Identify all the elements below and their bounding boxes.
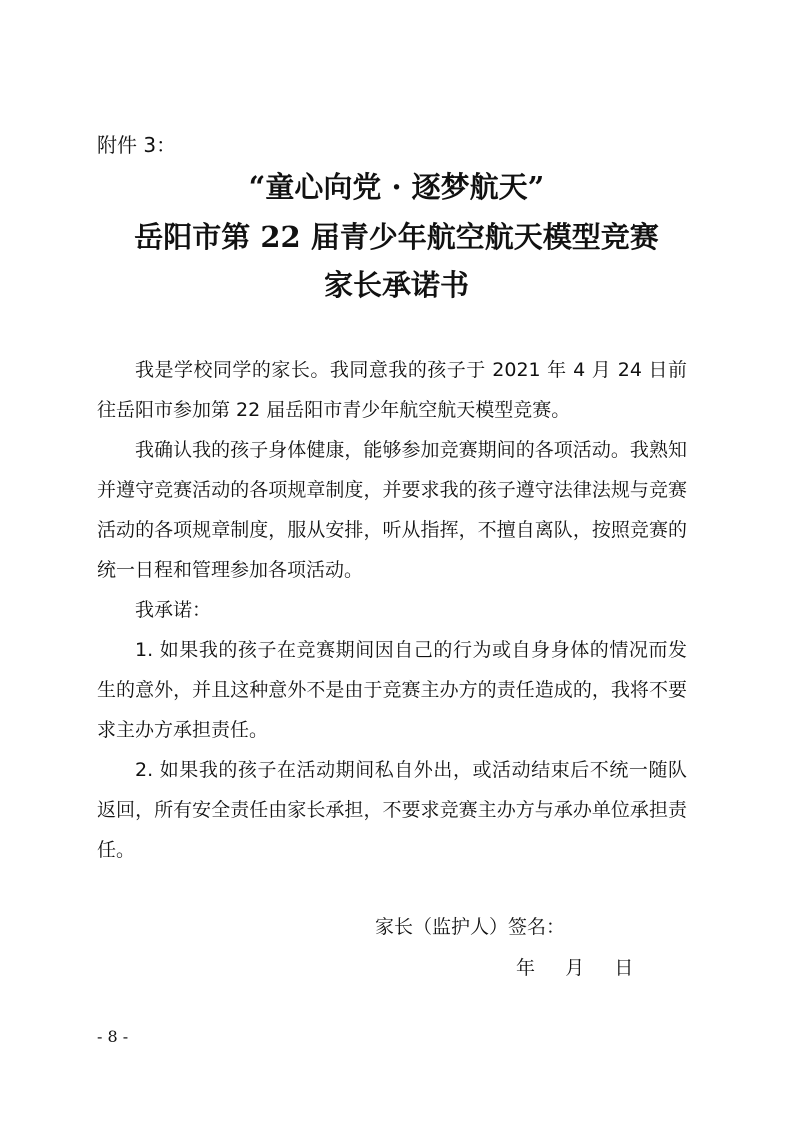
paragraph-consent: 我是学校同学的家长。我同意我的孩子于 2021 年 4 月 24 日前往岳阳市参加第 22 届岳阳市青少年航空航天模型竞赛。 — [97, 359, 687, 421]
page-number: - 8 - — [97, 1027, 129, 1046]
paragraph-confirmation: 我确认我的孩子身体健康，能够参加竞赛期间的各项活动。我熟知并遵守竞赛活动的各项规章制度，并要求我的孩子遵守法律法规与竞赛活动的各项规章制度，服从安排，听从指挥，不擅自离队，按照竞赛的统一日程和管理参加各项活动。 — [97, 439, 687, 581]
title-slogan: “童心向党 · 逐梦航天” — [248, 170, 545, 204]
title-document: 家长承诺书 — [323, 268, 469, 302]
paragraph-promise-2: 2. 如果我的孩子在活动期间私自外出，或活动结束后不统一随队返回，所有安全责任由家长承担，不要求竞赛主办方与承办单位承担责任。 — [97, 759, 687, 861]
title-event: 岳阳市第 22 届青少年航空航天模型竞赛 — [134, 220, 659, 254]
signature-label: 家长（监护人）签名： — [375, 916, 566, 938]
document-body — [97, 350, 687, 870]
signature-date-line: 年 月 日 — [516, 957, 634, 979]
paragraph-promise-1: 1. 如果我的孩子在竞赛期间因自己的行为或自身身体的情况而发生的意外，并且这种意外不是由于竞赛主办方的责任造成的，我将不要求主办方承担责任。 — [97, 639, 687, 741]
attachment-label: 附件 3： — [97, 133, 177, 157]
paragraph-promise-heading: 我承诺： — [135, 599, 212, 621]
